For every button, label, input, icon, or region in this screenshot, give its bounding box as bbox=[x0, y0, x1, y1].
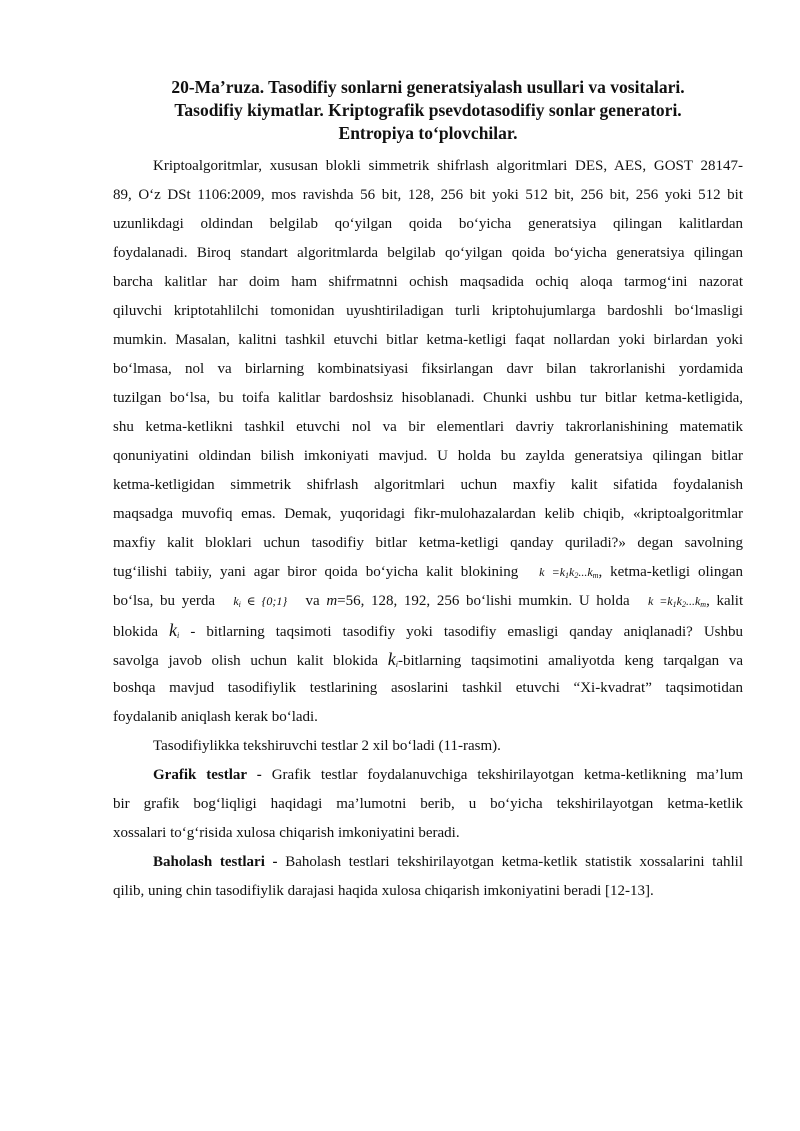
paragraph-line-with-formula bbox=[113, 645, 743, 674]
text-segment: Baholash testlari tekshirilayotgan ketma-ketlik statistik xossalarini tahlil bbox=[285, 854, 744, 870]
paragraph-line: mumkin. Masalan, kalitni tashkil etuvchi bitlar ketma-ketligi faqat nollardan yoki birlardan yoki bbox=[113, 332, 743, 348]
paragraph-line: bir grafik bog‘liqligi haqidagi ma’lumotni berib, u bo‘yicha tekshirilayotgan ketma-ketlik bbox=[113, 796, 743, 812]
paragraph-line: boshqa mavjud tasodifiylik testlarining asoslarini tashkil etuvchi “Xi-kvadrat” taqsimotidan bbox=[113, 680, 743, 696]
variable-m: m bbox=[326, 593, 338, 609]
document-body bbox=[113, 152, 743, 906]
text-segment: blokida bbox=[113, 624, 158, 640]
text-segment: -bitlarning taqsimotini amaliyotda keng tarqalgan va bbox=[397, 653, 743, 669]
paragraph-line bbox=[113, 761, 743, 790]
text-segment: Grafik testlar foydalanuvchiga tekshirilayotgan ketma-ketlikning ma’lum bbox=[271, 767, 743, 783]
paragraph-line: tuzilgan bo‘lsa, bu toifa kalitlar bardoshsiz hisoblanadi. Chunki ushbu tur bitlar ketma-ketligida, bbox=[113, 390, 743, 406]
paragraph-line: qilib, uning chin tasodifiylik darajasi haqida xulosa chiqarish imkoniyatini beradi [12-13]. bbox=[113, 883, 654, 899]
title-line: 20-Ma’ruza. Tasodifiy sonlarni generatsiyalash usullari va vositalari. bbox=[171, 77, 685, 97]
paragraph-line bbox=[113, 848, 743, 877]
text-segment: savolga javob olish uchun kalit blokida bbox=[113, 653, 379, 669]
paragraph-line: xossalari to‘g‘risida xulosa chiqarish imkoniyatini beradi. bbox=[113, 825, 460, 841]
paragraph-line: barcha kalitlar har doim ham shifrmatnni ochish maqsadida ochiq aloqa tarmog‘ini nazorat bbox=[113, 274, 743, 290]
paragraph-line: Tasodifiylikka tekshiruvchi testlar 2 xil bo‘ladi (11-rasm). bbox=[153, 738, 501, 754]
paragraph-line-with-formula bbox=[113, 616, 743, 645]
paragraph-line: qonuniyatini oldindan bilish imkoniyati mavjud. U holda bu zaylda generatsiya qilingan bitlar bbox=[113, 448, 743, 464]
term-grafik-testlar: Grafik testlar - bbox=[153, 767, 262, 783]
paragraph-line: uzunlikdagi oldindan belgilab qo‘yilgan qoida bo‘yicha generatsiya qilingan kalitlardan bbox=[113, 216, 743, 232]
key-block-formula: $k =k_1k_2...k_m$ bbox=[539, 565, 599, 580]
title-line: Entropiya to‘plovchilar. bbox=[338, 123, 518, 143]
paragraph-line: qiluvchi kriptotahlilchi tomonidan uyushtiriladigan turli kriptohujumlarga bardoshli bo‘lmasligi bbox=[113, 303, 743, 319]
paragraph-line: ketma-ketligidan simmetrik shifrlash algoritmlari uchun maxfiy kalit sifatida foydalanish bbox=[113, 477, 743, 493]
text-segment: , kalit bbox=[706, 593, 744, 609]
lecture-title bbox=[113, 76, 743, 145]
paragraph-line: maqsadga muvofiq emas. Demak, yuqoridagi fikr-mulohazalardan kelib chiqib, «kriptoalgoritmlar bbox=[113, 506, 743, 522]
paragraph-line: maxfiy kalit bloklari uchun tasodifiy bitlar ketma-ketligi qanday quriladi?» degan savolning bbox=[113, 535, 743, 551]
paragraph-line: shu ketma-ketlikni tashkil etuvchi nol va bir elementlari davriy takrorlanishining matematik bbox=[113, 419, 743, 435]
paragraph-line: foydalanib aniqlash kerak bo‘ladi. bbox=[113, 709, 318, 725]
bit-variable: $k_i$ bbox=[387, 649, 398, 669]
text-segment: tug‘ilishi tabiiy, yani agar biror qoida bo‘yicha kalit blokining bbox=[113, 564, 519, 580]
term-baholash-testlari: Baholash testlari - bbox=[153, 854, 278, 870]
key-block-formula: $k =k_1k_2...k_m$ bbox=[647, 594, 707, 609]
paragraph-line: foydalanadi. Biroq standart algoritmlarda belgilab qo‘yilgan qoida bo‘yicha generatsiya qilingan bbox=[113, 245, 743, 261]
paragraph-line: Kriptoalgoritmlar, xususan blokli simmetrik shifrlash algoritmlari DES, AES, GOST 28147- bbox=[153, 158, 743, 174]
text-segment: va bbox=[305, 593, 320, 609]
text-segment: , ketma-ketligi olingan bbox=[598, 564, 744, 580]
paragraph-line-with-formula bbox=[113, 587, 743, 616]
text-segment: =56, 128, 192, 256 bo‘lishi mumkin. U holda bbox=[337, 593, 630, 609]
paragraph-line: bo‘lmasa, nol va birlarning kombinatsiyasi fiksirlangan davr bilan takrorlanishi yordamida bbox=[113, 361, 743, 377]
paragraph-line-with-formula bbox=[113, 558, 743, 587]
title-line: Tasodifiy kiymatlar. Kriptografik psevdotasodifiy sonlar generatori. bbox=[174, 100, 682, 120]
bit-variable: $k_i$ bbox=[169, 620, 180, 640]
text-segment: - bitlarning taqsimoti tasodifiy yoki tasodifiy emasligi qanday aniqlanadi? Ushbu bbox=[190, 624, 743, 640]
paragraph-line: 89, O‘z DSt 1106:2009, mos ravishda 56 bit, 128, 256 bit yoki 512 bit, 256 bit, 256 yoki 512 bit bbox=[113, 187, 743, 203]
text-segment: bo‘lsa, bu yerda bbox=[113, 593, 216, 609]
bit-set-formula: $k_i$ ∈ {0;1} bbox=[233, 594, 288, 609]
